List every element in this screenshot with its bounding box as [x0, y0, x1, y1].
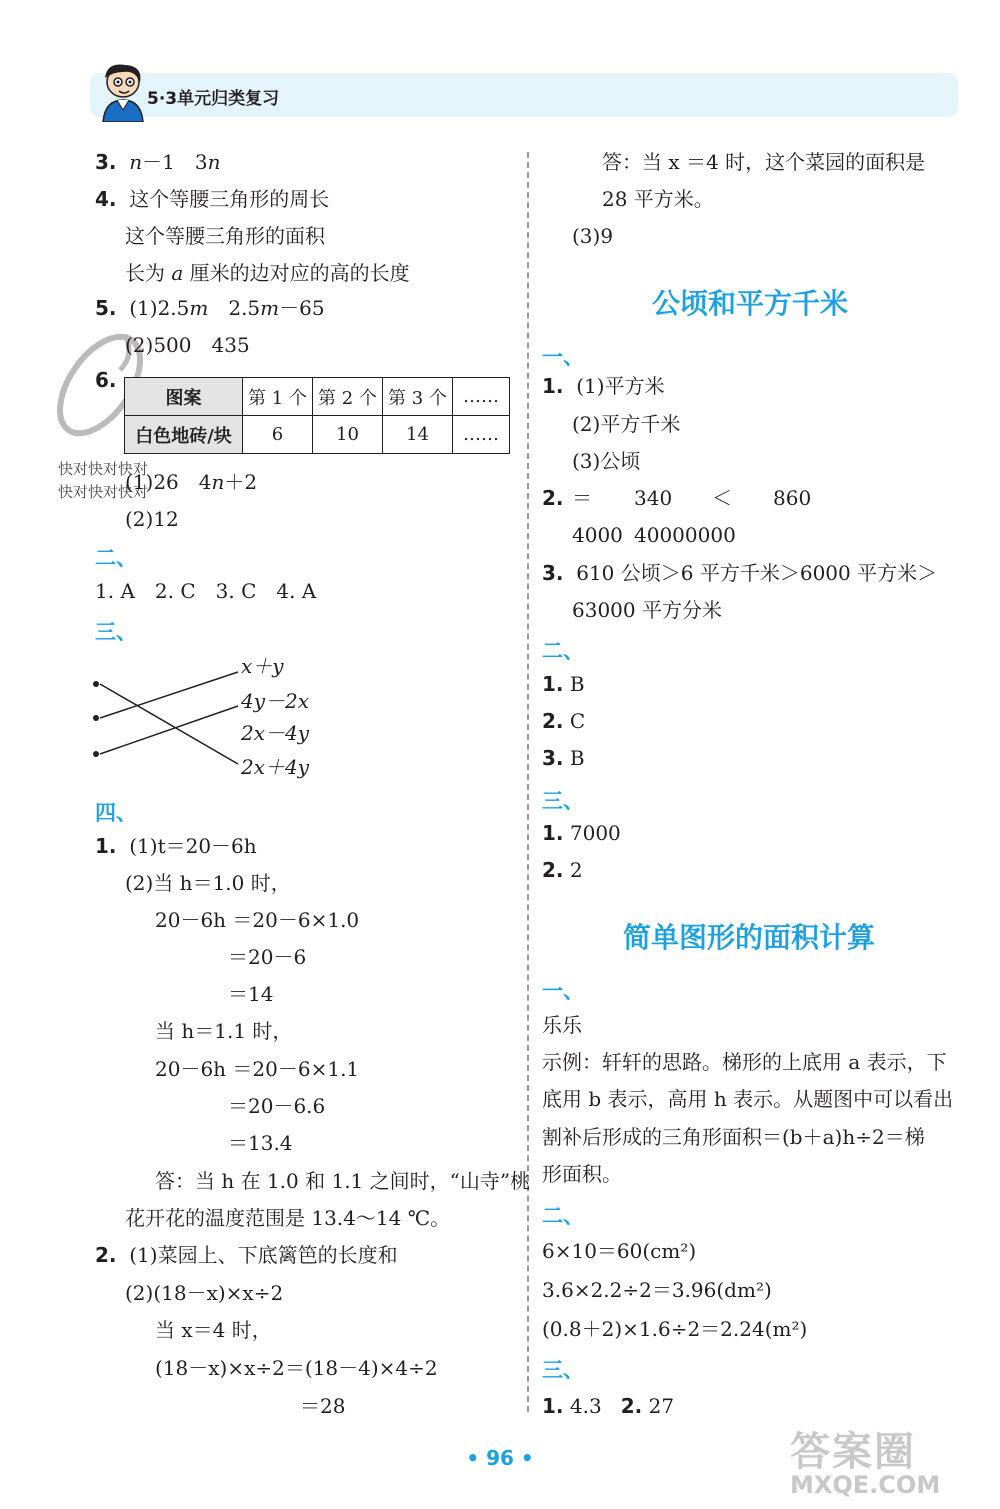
q4-l3v: a: [171, 261, 184, 285]
q5-p1a: (1)2.5: [129, 296, 190, 320]
q4-1-line5: ＝14: [228, 982, 274, 1006]
q4-1-line11: 花开花的温度范围是 13.4～14 ℃。: [125, 1206, 451, 1230]
q4-1-line10: 答：当 h 在 1.0 和 1.1 之间时，“山寺”桃: [155, 1169, 531, 1193]
corner-watermark: [790, 1420, 990, 1500]
match-line: [100, 706, 238, 754]
table-header-cell: 第 1 个: [243, 378, 313, 416]
r1-q3-line1: [542, 560, 937, 586]
r1-s2-item: [542, 708, 585, 734]
r1-q1-line2: (2)平方千米: [572, 412, 681, 436]
table-header-cell: ……: [453, 378, 510, 416]
r1-q1-line3: (3)公顷: [572, 449, 641, 473]
r1-q2-a: ＝: [572, 486, 592, 510]
r2-s1-name: 乐乐: [542, 1013, 582, 1037]
match-dot: [93, 715, 99, 721]
section-2-answers: 1. A 2. C 3. C 4. A: [95, 579, 317, 603]
r2-s1-label: 一、: [542, 979, 584, 1003]
r1-s1-label: 一、: [542, 345, 584, 369]
r-cont-line2: 28 平方米。: [602, 187, 714, 211]
r1-q1-line1: [542, 373, 665, 399]
item-answer: B: [569, 672, 585, 696]
item-number: 1.: [542, 672, 564, 696]
q6-line2: (2)12: [125, 507, 179, 531]
q3-number: 3.: [95, 150, 117, 174]
s4-q2-l1: (1)菜园上、下底篱笆的长度和: [129, 1243, 398, 1267]
q5-p1v: m: [189, 296, 209, 320]
section-title-hectare: 公顷和平方千米: [652, 287, 849, 320]
r2-s2-l1: 6×10＝60(cm²): [542, 1239, 697, 1263]
r1-q1-a: (1)平方米: [576, 374, 665, 398]
q6-p1a: (1)26 4: [125, 470, 212, 494]
q5-line1: [95, 295, 325, 321]
r2-s1-p4: 形面积。: [542, 1162, 622, 1186]
q4-l3b: 厘米的边对应的高的长度: [189, 261, 410, 285]
q4-1-line4: ＝20－6: [228, 945, 307, 969]
item-answer: 4.3: [569, 1394, 602, 1418]
r1-q2-b: 340: [634, 486, 673, 510]
r1-s3-item: [542, 820, 621, 846]
item-number: 2.: [542, 858, 564, 882]
r1-s2-item: [542, 745, 585, 771]
s4-q1-l1: (1)t＝20－6h: [129, 834, 257, 858]
section-3-label: 三、: [95, 620, 137, 644]
q5-p1c: －65: [279, 296, 325, 320]
q3-var: n: [129, 150, 143, 174]
q4-line3: [125, 260, 410, 286]
q4-l3a: 长为: [125, 261, 165, 285]
r2-s2-l3: (0.8＋2)×1.6÷2＝2.24(m²): [542, 1317, 808, 1341]
match-expr: 2x＋4y: [241, 755, 310, 779]
page-number: • 96 •: [466, 1446, 534, 1470]
corner-watermark-text: 答案圈: [790, 1429, 916, 1475]
table-cell: 6: [243, 416, 313, 454]
q5-p1v2: m: [260, 296, 280, 320]
r1-s2-label: 二、: [542, 639, 584, 663]
q6-number: 6.: [95, 368, 117, 392]
item-number: 2.: [620, 1394, 643, 1418]
q4-number: 4.: [95, 187, 117, 211]
r2-s3-answers: [542, 1393, 674, 1419]
q6-p1b: ＋2: [224, 470, 258, 494]
table-cell: ……: [453, 416, 510, 454]
s4-q2-number: 2.: [95, 1243, 117, 1267]
r1-s2-item: [542, 671, 585, 697]
item-number: 3.: [542, 746, 564, 770]
q3-mid: －1 3: [142, 150, 208, 174]
q6-line1: [125, 469, 257, 495]
q4-l1: 这个等腰三角形的周长: [129, 187, 330, 211]
q4-1-line6: 当 h＝1.1 时，: [155, 1019, 293, 1043]
match-expr: 4y－2x: [241, 689, 310, 713]
q5-p1b: 2.5: [208, 296, 261, 320]
r1-q2-d: 860: [773, 486, 812, 510]
r1-q1-number: 1.: [542, 374, 564, 398]
r-cont-line3: (3)9: [572, 224, 614, 248]
r1-s3-item: [542, 857, 583, 883]
q4-2-line5: ＝28: [300, 1394, 346, 1418]
r2-s3-label: 三、: [542, 1358, 584, 1382]
r1-s3-label: 三、: [542, 789, 584, 813]
q4-line2: 这个等腰三角形的面积: [125, 224, 325, 248]
match-line: [100, 672, 238, 718]
corner-watermark-url: MXQE.COM: [790, 1471, 941, 1499]
q4-1-line2: (2)当 h＝1.0 时，: [125, 871, 291, 895]
q3-answer: [95, 149, 220, 175]
watermark-text-1: 快对快对快对: [58, 460, 149, 478]
section-title-area: 简单图形的面积计算: [623, 921, 876, 954]
q4-2-line1: [95, 1242, 398, 1268]
r1-q2-f: 40000000: [634, 523, 736, 547]
match-dot: [93, 751, 99, 757]
item-answer: B: [569, 746, 585, 770]
r2-s2-l2: 3.6×2.2÷2＝3.96(dm²): [542, 1278, 772, 1302]
table-cell: 10: [313, 416, 383, 454]
table-header-cell: 第 3 个: [383, 378, 453, 416]
q4-line1: [95, 186, 329, 212]
r2-s1-p1: 示例：轩轩的思路。梯形的上底用 a 表示，下: [542, 1050, 947, 1074]
q6-p1v: n: [211, 470, 225, 494]
r1-q3-number: 3.: [542, 561, 564, 585]
r1-q2-c: ＜: [712, 486, 732, 510]
table-header-row: [125, 378, 510, 416]
s4-q1-number: 1.: [95, 834, 117, 858]
item-number: 2.: [542, 709, 564, 733]
watermark-text-2: 快对快对快对: [58, 483, 149, 501]
match-dot: [93, 681, 99, 687]
r1-q2-e: 4000: [572, 523, 623, 547]
table-row-label: 白色地砖/块: [125, 416, 243, 454]
r2-s2-label: 二、: [542, 1204, 584, 1228]
section-2-label: 二、: [95, 546, 137, 570]
item-answer: 27: [648, 1394, 675, 1418]
q4-1-line1: [95, 833, 257, 859]
r2-s1-p3: 割补后形成的三角形面积＝(b＋a)h÷2＝梯: [542, 1125, 925, 1149]
mascot-boy-icon: [93, 60, 151, 122]
q4-2-line4: (18－x)×x÷2＝(18－4)×4÷2: [155, 1356, 438, 1380]
q4-1-line8: ＝20－6.6: [228, 1094, 326, 1118]
r1-q2-line1: [542, 485, 564, 511]
r1-q2-number: 2.: [542, 486, 564, 510]
header-title: 5·3单元归类复习: [147, 89, 280, 109]
table-header-cell: 第 2 个: [313, 378, 383, 416]
item-number: 1.: [542, 821, 564, 845]
table-cell: 14: [383, 416, 453, 454]
tile-table: [124, 377, 510, 454]
match-expr: 2x－4y: [241, 721, 310, 745]
r-cont-line1: 答：当 x ＝4 时，这个菜园的面积是: [602, 150, 926, 174]
r2-s1-p2: 底用 b 表示，高用 h 表示。从题图中可以看出: [542, 1087, 954, 1111]
r1-q3-line2: 63000 平方分米: [572, 598, 722, 622]
column-divider: [527, 152, 529, 1412]
section-4-label: 四、: [95, 801, 137, 825]
match-line: [100, 684, 238, 764]
item-answer: C: [569, 709, 586, 733]
table-header-cell: 图案: [125, 378, 243, 416]
item-number: 1.: [542, 1394, 564, 1418]
q3-var2: n: [207, 150, 221, 174]
q4-1-line3: 20－6h ＝20－6×1.0: [155, 908, 360, 932]
matching-lines: [88, 660, 248, 780]
table-row: [125, 416, 510, 454]
q4-2-line2: (2)(18－x)×x÷2: [125, 1281, 284, 1305]
q5-line2: (2)500 435: [125, 333, 250, 357]
q5-number: 5.: [95, 296, 117, 320]
q4-2-line3: 当 x＝4 时，: [155, 1318, 272, 1342]
item-answer: 2: [569, 858, 583, 882]
r1-q3-l1: 610 公顷＞6 平方千米＞6000 平方米＞: [576, 561, 938, 585]
match-expr: x＋y: [241, 654, 284, 678]
q4-1-line9: ＝13.4: [228, 1131, 293, 1155]
item-answer: 7000: [569, 821, 621, 845]
q4-1-line7: 20－6h ＝20－6×1.1: [155, 1057, 360, 1081]
